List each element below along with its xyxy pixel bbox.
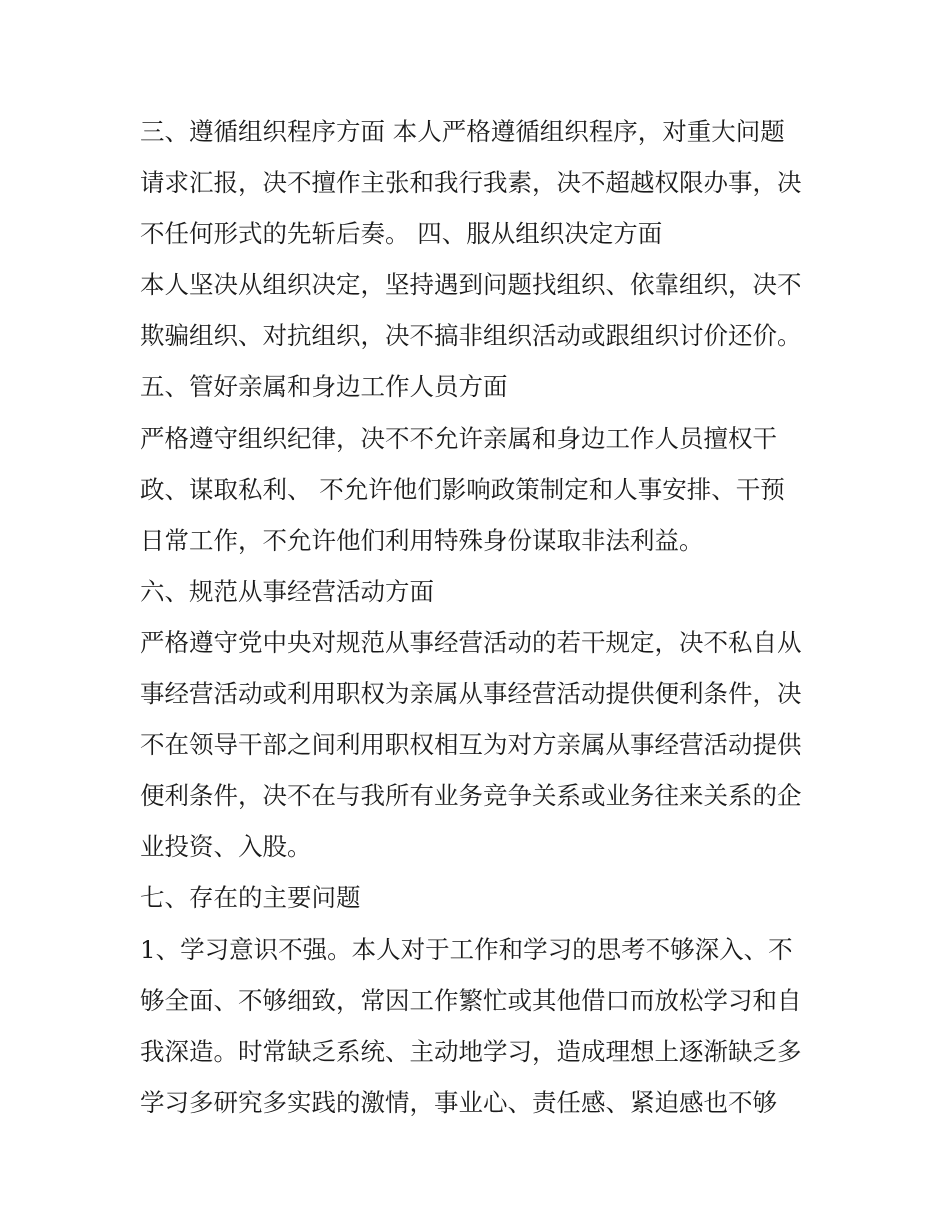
section-seven-heading: 七、存在的主要问题 — [140, 883, 361, 913]
text-line: 1、学习意识不强。本人对于工作和学习的思考不够深入、不 — [140, 934, 793, 964]
text-line: 日常工作，不允许他们利用特殊身份谋取非法利益。 — [140, 525, 704, 555]
text-line: 严格遵守组织纪律，决不不允许亲属和身边工作人员擅权干 — [140, 423, 777, 453]
text-line: 够全面、不够细致，常因工作繁忙或其他借口而放松学习和自 — [140, 985, 802, 1015]
section-four-heading-line: 不任何形式的先斩后奏。 四、服从组织决定方面 — [140, 219, 663, 249]
text-line: 业投资、入股。 — [140, 832, 312, 862]
text-line: 便利条件，决不在与我所有业务竞争关系或业务往来关系的企 — [140, 781, 802, 811]
text-line: 请求汇报，决不擅作主张和我行我素，决不超越权限办事，决 — [140, 168, 802, 198]
text-line: 不在领导干部之间利用职权相互为对方亲属从事经营活动提供 — [140, 730, 802, 760]
section-three-heading-line: 三、遵循组织程序方面 本人严格遵循组织程序，对重大问题 — [140, 117, 785, 146]
text-line: 学习多研究多实践的激情，事业心、责任感、紧迫感也不够 — [140, 1087, 777, 1117]
text-line: 欺骗组织、对抗组织，决不搞非组织活动或跟组织讨价还价。 — [140, 321, 802, 351]
section-six-heading: 六、规范从事经营活动方面 — [140, 576, 434, 606]
section-five-heading: 五、管好亲属和身边工作人员方面 — [140, 372, 508, 402]
text-line: 事经营活动或利用职权为亲属从事经营活动提供便利条件，决 — [140, 679, 802, 709]
text-line: 本人坚决从组织决定，坚持遇到问题找组织、依靠组织，决不 — [140, 270, 802, 300]
text-line: 我深造。时常缺乏系统、主动地学习，造成理想上逐渐缺乏多 — [140, 1036, 802, 1066]
text-line: 严格遵守党中央对规范从事经营活动的若干规定，决不私自从 — [140, 627, 802, 657]
text-line: 政、谋取私利、 不允许他们影响政策制定和人事安排、干预 — [140, 474, 785, 504]
body-text — [140, 106, 820, 1128]
